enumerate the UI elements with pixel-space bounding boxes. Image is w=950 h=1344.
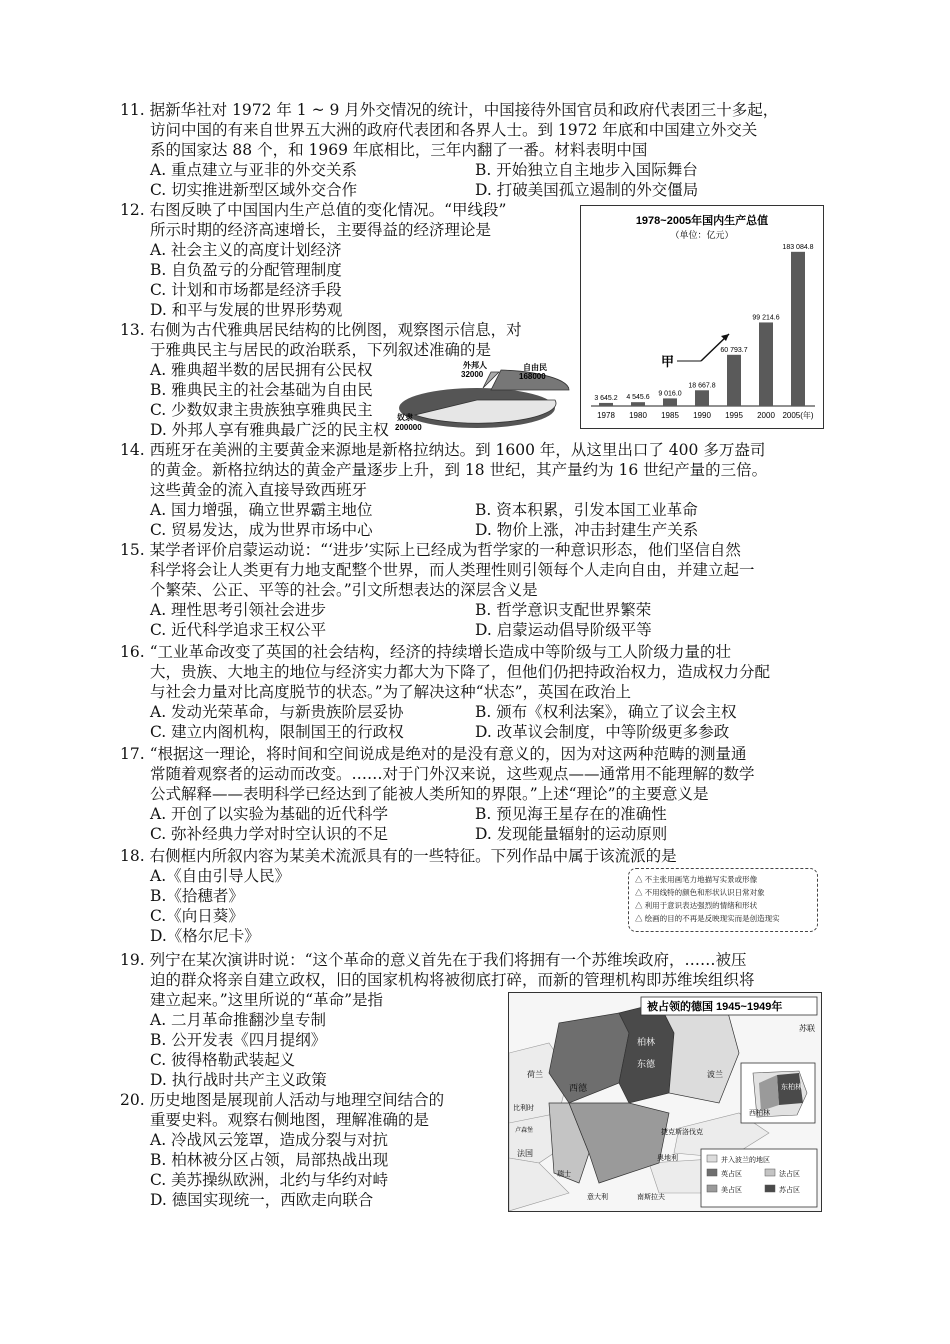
gdp-bar: [663, 398, 677, 406]
label-austria: 奥地利: [657, 1155, 678, 1162]
gdp-bar: [631, 402, 645, 406]
gdp-year-label: 1985: [661, 411, 679, 420]
art-features-box: [628, 868, 818, 932]
art-feature-item: △ 利用于意识表达强烈的情绪和形状: [635, 901, 758, 910]
gdp-value-label: 9 016.0: [658, 390, 682, 398]
option-a: A. 雅典超半数的居民拥有公民权: [150, 361, 373, 379]
option-a: A. 开创了以实验为基础的近代科学: [150, 805, 389, 823]
value-foreign: 32000: [461, 370, 484, 379]
question-text: 18. 右侧框内所叙内容为某美术流派具有的一些特征。下列作品中属于该流派的是: [120, 847, 677, 865]
option-b: B. 预见海王星存在的准确性: [475, 805, 667, 823]
label-slave: 奴隶: [397, 413, 413, 422]
question-text: 重要史料。观察右侧地图，理解准确的是: [150, 1111, 430, 1129]
gdp-bar: [727, 355, 741, 406]
question-text: 15. 某学者评价启蒙运动说：“‘进步’实际上已经成为哲学家的一种意识形态，他们坚信自然: [120, 541, 741, 559]
legend-british: 英占区: [721, 1171, 742, 1178]
question-text: 科学将会让人类更有力地支配整个世界，而人类理性则引领每个人走向自由，并建立起一: [150, 561, 755, 579]
gdp-value-label: 99 214.6: [752, 314, 780, 322]
label-ussr: 苏联: [799, 1024, 815, 1033]
question-text: 这些黄金的流入直接导致西班牙: [150, 481, 368, 499]
question-text: 访问中国的有来自世界五大洲的政府代表团和各界人士。到 1972 年底和中国建立外交关: [150, 121, 758, 139]
option-a: A. 理性思考引领社会进步: [150, 601, 327, 619]
gdp-bar: [791, 252, 805, 406]
option-b: B. 自负盈亏的分配管理制度: [150, 261, 342, 279]
gdp-bar: [599, 403, 613, 406]
option-b: B. 哲学意识支配世界繁荣: [475, 601, 652, 619]
option-d: D. 和平与发展的世界形势观: [150, 301, 343, 319]
legend-title: 并入波兰的地区: [721, 1157, 770, 1164]
label-east-berlin: 东柏林: [781, 1084, 802, 1091]
gdp-year-label: 2000: [757, 411, 775, 420]
question-text: 13. 右侧为古代雅典居民结构的比例图，观察图示信息，对: [120, 321, 522, 339]
option-c: C. 近代科学追求王权公平: [150, 621, 327, 639]
map-title: 被占领的德国 1945~1949年: [647, 1001, 783, 1013]
option-b: B. 颁布《权利法案》，确立了议会主权: [475, 703, 737, 721]
label-luxembourg: 卢森堡: [515, 1128, 534, 1134]
label-free: 自由民: [523, 363, 547, 372]
option-c: C. 切实推进新型区域外交合作: [150, 181, 358, 199]
legend-swatch-poland: [707, 1155, 717, 1162]
option-d: D. 物价上涨，冲击封建生产关系: [475, 521, 699, 539]
legend-swatch-american: [707, 1185, 717, 1192]
jia-marker: 甲: [661, 355, 675, 370]
label-west-germany: 西德: [569, 1083, 588, 1093]
label-yugoslavia: 南斯拉夫: [637, 1194, 665, 1201]
gdp-year-label: 2005(年): [782, 411, 814, 420]
question-text: 17. “根据这一理论，将时间和空间说成是绝对的是没有意义的，因为对这两种范畴的测量通: [120, 745, 747, 763]
chart-title: 1978~2005年国内生产总值: [635, 215, 769, 227]
label-poland: 波兰: [707, 1070, 723, 1079]
soviet-zone: [619, 1003, 674, 1103]
germany-map: [508, 992, 822, 1212]
legend-soviet: 苏占区: [779, 1187, 800, 1194]
label-france: 法国: [517, 1149, 533, 1158]
legend-french: 法占区: [779, 1171, 800, 1178]
gdp-value-label: 183 084.8: [782, 243, 814, 251]
question-text: 20. 历史地图是展现前人活动与地理空间结合的: [120, 1091, 445, 1109]
option-c: C. 美苏操纵欧洲，北约与华约对峙: [150, 1171, 389, 1189]
label-west-berlin: 西柏林: [749, 1110, 770, 1117]
art-feature-item: △ 不主张用画笔力地描写实景或形像: [635, 875, 758, 884]
option-a: A. 冷战风云笼罩，造成分裂与对抗: [150, 1131, 389, 1149]
question-text: 迫的群众将亲自建立政权，旧的国家机构将被彻底打碎，而新的管理机构即苏维埃组织将: [150, 971, 755, 989]
value-slave: 200000: [395, 423, 422, 432]
option-d: D.《格尔尼卡》: [150, 927, 260, 945]
label-switzerland: 瑞士: [557, 1171, 571, 1178]
question-text: 11. 据新华社对 1972 年 1 ~ 9 月外交情况的统计，中国接待外国官员和政府代表团三十多起，: [120, 101, 779, 119]
option-a: A. 国力增强，确立世界霸主地位: [150, 501, 373, 519]
gdp-value-label: 3 645.2: [594, 394, 618, 402]
option-b: B.《拾穗者》: [150, 887, 244, 905]
gdp-chart-svg: [581, 206, 823, 428]
germany-map-svg: [509, 993, 821, 1211]
question-text: 系的国家达 88 个，和 1969 年底相比，三年内翻了一番。材料表明中国: [150, 141, 648, 159]
legend-swatch-soviet: [765, 1185, 775, 1192]
option-d: D. 发现能量辐射的运动原则: [475, 825, 668, 843]
option-b: B. 资本积累，引发本国工业革命: [475, 501, 698, 519]
option-a: A. 发动光荣革命，与新贵族阶层妥协: [150, 703, 404, 721]
gdp-value-label: 4 545.6: [626, 394, 650, 402]
gdp-bar: [759, 322, 773, 406]
label-east-germany: 东德: [637, 1059, 656, 1069]
option-c: C. 彼得格勒武装起义: [150, 1051, 296, 1069]
option-b: B. 雅典民主的社会基础为自由民: [150, 381, 373, 399]
label-berlin: 柏林: [637, 1037, 656, 1047]
option-d: D. 执行战时共产主义政策: [150, 1071, 327, 1089]
option-c: C.《向日葵》: [150, 907, 244, 925]
question-text: 公式解释——表明科学已经达到了能被人类所知的界限。”上述“理论”的主要意义是: [150, 785, 709, 803]
gdp-year-label: 1978: [597, 411, 615, 420]
gdp-chart: [580, 205, 824, 429]
option-d: D. 德国实现统一，西欧走向联合: [150, 1191, 374, 1209]
question-text: 建立起来。”这里所说的“革命”是指: [150, 991, 384, 1009]
gdp-value-label: 18 667.8: [688, 382, 716, 390]
gdp-year-label: 1995: [725, 411, 743, 420]
label-czech: 捷克斯洛伐克: [661, 1129, 703, 1136]
question-text: 16. “工业革命改变了英国的社会结构，经济的持续增长造成中等阶级与工人阶级力量的壮: [120, 643, 732, 661]
question-text: 19. 列宁在某次演讲时说：“这个革命的意义首先在于我们将拥有一个苏维埃政府，……被压: [120, 951, 747, 969]
legend-swatch-british: [707, 1169, 717, 1176]
option-b: B. 开始独立自主地步入国际舞台: [475, 161, 698, 179]
question-text: 于雅典民主与居民的政治联系，下列叙述准确的是: [150, 341, 492, 359]
option-a: A.《自由引导人民》: [150, 867, 291, 885]
option-c: C. 计划和市场都是经济手段: [150, 281, 342, 299]
art-feature-item: △ 绘画的目的不再是反映现实而是创造现实: [635, 914, 780, 923]
gdp-year-label: 1990: [693, 411, 711, 420]
question-text: 个繁荣、公正、平等的社会。”引文所想表达的深层含义是: [150, 581, 538, 599]
option-d: D. 启蒙运动倡导阶级平等: [475, 621, 652, 639]
option-d: D. 打破美国孤立遏制的外交僵局: [475, 181, 699, 199]
legend-american: 美占区: [721, 1187, 742, 1194]
gdp-value-label: 60 793.7: [720, 346, 748, 354]
chart-unit: （单位：亿元）: [670, 230, 734, 240]
label-italy: 意大利: [587, 1194, 608, 1201]
question-text: 所示时期的经济高速增长，主要得益的经济理论是: [150, 221, 492, 239]
gdp-year-label: 1980: [629, 411, 647, 420]
value-free: 168000: [519, 372, 546, 381]
option-c: C. 建立内阁机构，限制国王的行政权: [150, 723, 404, 741]
option-a: A. 二月革命推翻沙皇专制: [150, 1011, 327, 1029]
question-text: 12. 右图反映了中国国内生产总值的变化情况。“甲线段”: [120, 201, 507, 219]
option-c: C. 少数奴隶主贵族独享雅典民主: [150, 401, 373, 419]
option-d: D. 改革议会制度，中等阶级更多参政: [475, 723, 730, 741]
label-belgium: 比利时: [513, 1105, 534, 1112]
option-a: A. 社会主义的高度计划经济: [150, 241, 342, 259]
option-a: A. 重点建立与亚非的外交关系: [150, 161, 358, 179]
question-text: 常随着观察者的运动而改变。……对于门外汉来说，这些观点——通常用不能理解的数学: [150, 765, 755, 783]
legend-swatch-french: [765, 1169, 775, 1176]
option-b: B. 公开发表《四月提纲》: [150, 1031, 327, 1049]
question-text: 的黄金。新格拉纳达的黄金产量逐步上升，到 18 世纪，其产量约为 16 世纪产量的三倍。: [150, 461, 768, 479]
option-d: D. 外邦人享有雅典最广泛的民主权: [150, 421, 389, 439]
label-foreign: 外邦人: [463, 361, 487, 370]
label-netherlands: 荷兰: [527, 1070, 543, 1079]
art-feature-item: △ 不用线特的颜色和形状认识日常对象: [635, 888, 765, 897]
question-text: 与社会力量对比高度脱节的状态。”为了解决这种“状态”，英国在政治上: [150, 683, 632, 701]
gdp-bar: [695, 390, 709, 406]
athens-pie-chart: [395, 360, 575, 435]
question-text: 14. 西班牙在美洲的主要黄金来源地是新格拉纳达。到 1600 年，从这里出口了 400 多万盎司: [120, 441, 766, 459]
option-b: B. 柏林被分区占领，局部热战出现: [150, 1151, 389, 1169]
option-c: C. 弥补经典力学对时空认识的不足: [150, 825, 389, 843]
option-c: C. 贸易发达，成为世界市场中心: [150, 521, 373, 539]
question-text: 大，贵族、大地主的地位与经济实力都大为下降了，但他们仍把持政治权力，造成权力分配: [150, 663, 771, 681]
